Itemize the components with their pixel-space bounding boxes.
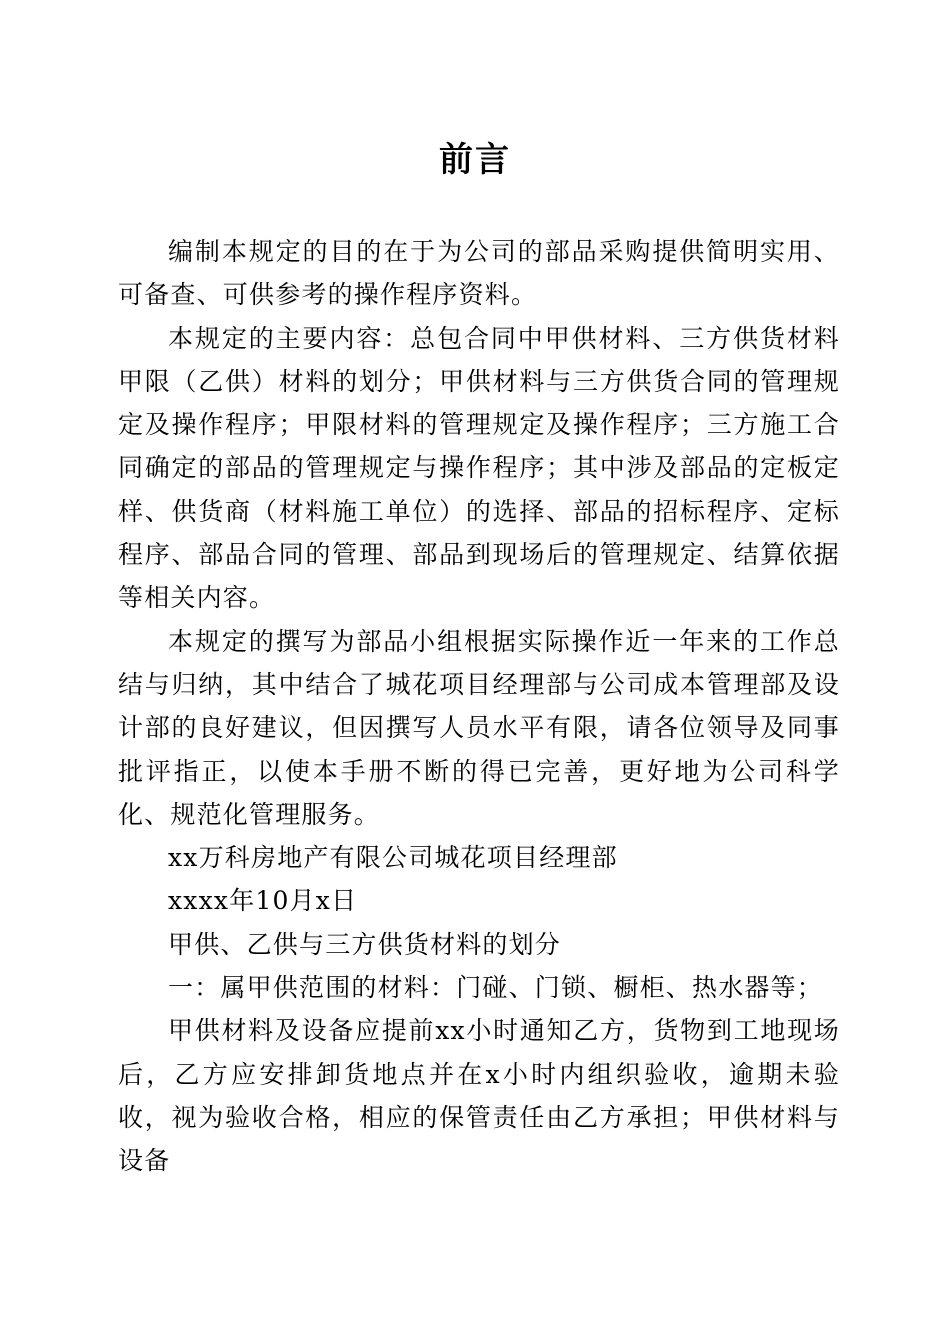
paragraph-delivery-rules: 甲供材料及设备应提前xx小时通知乙方，货物到工地现场后，乙方应安排卸货地点并在x小时内组织验收，逾期未验收，视为验收合格，相应的保管责任由乙方承担；甲供材料与设备 — [118, 1016, 840, 1176]
paragraph-purpose: 编制本规定的目的在于为公司的部品采购提供简明实用、可备查、可供参考的操作程序资料。 — [118, 237, 840, 310]
document-title: 前言 — [439, 140, 511, 180]
signature-organization: xx万科房地产有限公司城花项目经理部 — [168, 843, 618, 873]
paragraph-authoring: 本规定的撰写为部品小组根据实际操作近一年来的工作总结与归纳，其中结合了城花项目经理部与公司成本管理部及设计部的良好建议，但因撰写人员水平有限，请各位领导及同事批评指正，以使本手册不断的得已完善，更好地为公司科学化、规范化管理服务。 — [118, 626, 840, 829]
section-heading: 甲供、乙供与三方供货材料的划分 — [168, 929, 562, 959]
section-item-1: 一：属甲供范围的材料：门碰、门锁、橱柜、热水器等； — [168, 973, 824, 1003]
paragraph-main-content: 本规定的主要内容：总包合同中甲供材料、三方供货材料甲限（乙供）材料的划分；甲供材料与三方供货合同的管理规定及操作程序；甲限材料的管理规定及操作程序；三方施工合同确定的部品的管理规定与操作程序；其中涉及部品的定板定样、供货商（材料施工单位）的选择、部品的招标程序、定标程序、部品合同的管理、部品到现场后的管理规定、结算依据等相关内容。 — [118, 323, 840, 613]
document-body — [118, 230, 840, 1183]
signature-date: xxxx年10月x日 — [168, 886, 358, 916]
